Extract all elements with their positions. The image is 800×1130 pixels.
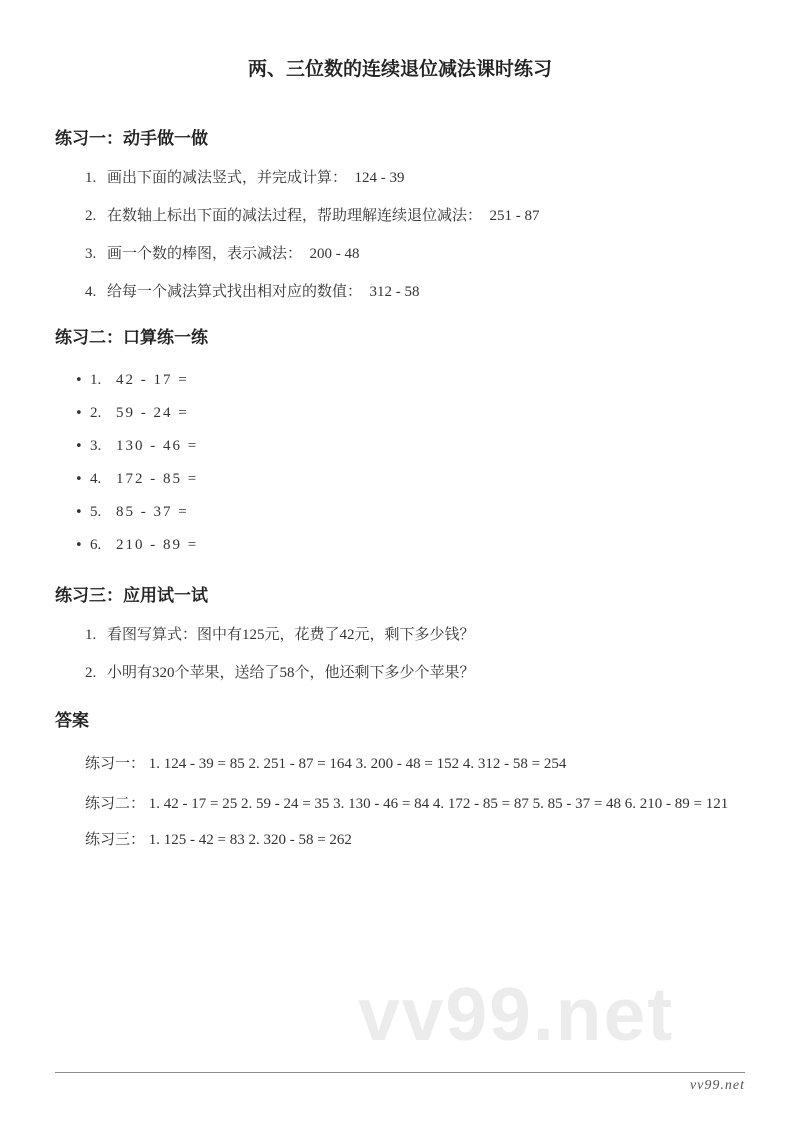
- list-item: [75, 370, 745, 391]
- footer-site-text: vv99.net: [689, 1078, 745, 1093]
- item-number: 1.: [85, 170, 97, 186]
- list-item: [85, 625, 745, 646]
- list-item: [75, 436, 745, 457]
- section-exercise-3: [55, 585, 745, 684]
- list-item: [85, 282, 745, 303]
- section-heading-exercise-2: 练习二：口算练一练: [55, 328, 208, 347]
- item-number: 3.: [85, 246, 97, 262]
- item-text: 画出下面的减法竖式，并完成计算： 124 - 39: [107, 170, 405, 186]
- item-text: 172 - 85 =: [116, 471, 199, 487]
- list-item: [85, 168, 745, 189]
- item-text: 42 - 17 =: [116, 372, 189, 388]
- item-text: 看图写算式：图中有125元，花费了42元，剩下多少钱？: [107, 627, 475, 643]
- answer-line-exercise-3: 练习三： 1. 125 - 42 = 83 2. 320 - 58 = 262: [85, 832, 352, 848]
- item-text: 小明有320个苹果，送给了58个，他还剩下多少个苹果？: [107, 665, 475, 681]
- item-number: 2.: [90, 405, 102, 421]
- item-number: 1.: [85, 627, 97, 643]
- item-text: 给每一个减法算式找出相对应的数值： 312 - 58: [107, 284, 420, 300]
- watermark-text: vv99.net: [358, 972, 675, 1056]
- section-heading-exercise-1: 练习一：动手做一做: [55, 129, 208, 148]
- item-number: 5.: [90, 504, 102, 520]
- section-answers: [55, 710, 745, 854]
- answers-heading: 答案: [55, 711, 89, 730]
- answer-line-exercise-1: 练习一： 1. 124 - 39 = 85 2. 251 - 87 = 164 3. 200 - 48 = 152 4. 312 - 58 = 254: [85, 756, 567, 772]
- bullet-icon: •: [75, 373, 83, 388]
- answer-line-exercise-2: 练习二： 1. 42 - 17 = 25 2. 59 - 24 = 35 3. 130 - 46 = 84 4. 172 - 85 = 87 5. 85 - 37 = 48 6. 210 - 89 = 121: [85, 796, 729, 812]
- item-number: 4.: [90, 471, 102, 487]
- item-text: 在数轴上标出下面的减法过程，帮助理解连续退位减法： 251 - 87: [107, 208, 540, 224]
- page-title: 两、三位数的连续退位减法课时练习: [247, 59, 552, 80]
- exercise-3-list: [55, 625, 745, 684]
- exercise-2-list: [55, 370, 745, 556]
- list-item: [85, 206, 745, 227]
- footer-divider: [55, 1072, 745, 1073]
- bullet-icon: •: [75, 439, 83, 454]
- bullet-icon: •: [75, 406, 83, 421]
- item-number: 3.: [90, 438, 102, 454]
- item-number: 4.: [85, 284, 97, 300]
- exercise-1-list: [55, 168, 745, 303]
- item-number: 2.: [85, 208, 97, 224]
- item-text: 210 - 89 =: [116, 537, 199, 553]
- section-exercise-2: [55, 327, 745, 556]
- item-text: 85 - 37 =: [116, 504, 189, 520]
- item-number: 1.: [90, 372, 102, 388]
- item-number: 6.: [90, 537, 102, 553]
- bullet-icon: •: [75, 472, 83, 487]
- list-item: [85, 663, 745, 684]
- list-item: [75, 403, 745, 424]
- item-number: 2.: [85, 665, 97, 681]
- item-text: 画一个数的棒图，表示减法： 200 - 48: [107, 246, 360, 262]
- item-text: 130 - 46 =: [116, 438, 199, 454]
- bullet-icon: •: [75, 538, 83, 553]
- list-item: [85, 244, 745, 265]
- list-item: [75, 502, 745, 523]
- section-exercise-1: [55, 128, 745, 303]
- bullet-icon: •: [75, 505, 83, 520]
- item-text: 59 - 24 =: [116, 405, 189, 421]
- list-item: [75, 535, 745, 556]
- section-heading-exercise-3: 练习三：应用试一试: [55, 586, 208, 605]
- list-item: [75, 469, 745, 490]
